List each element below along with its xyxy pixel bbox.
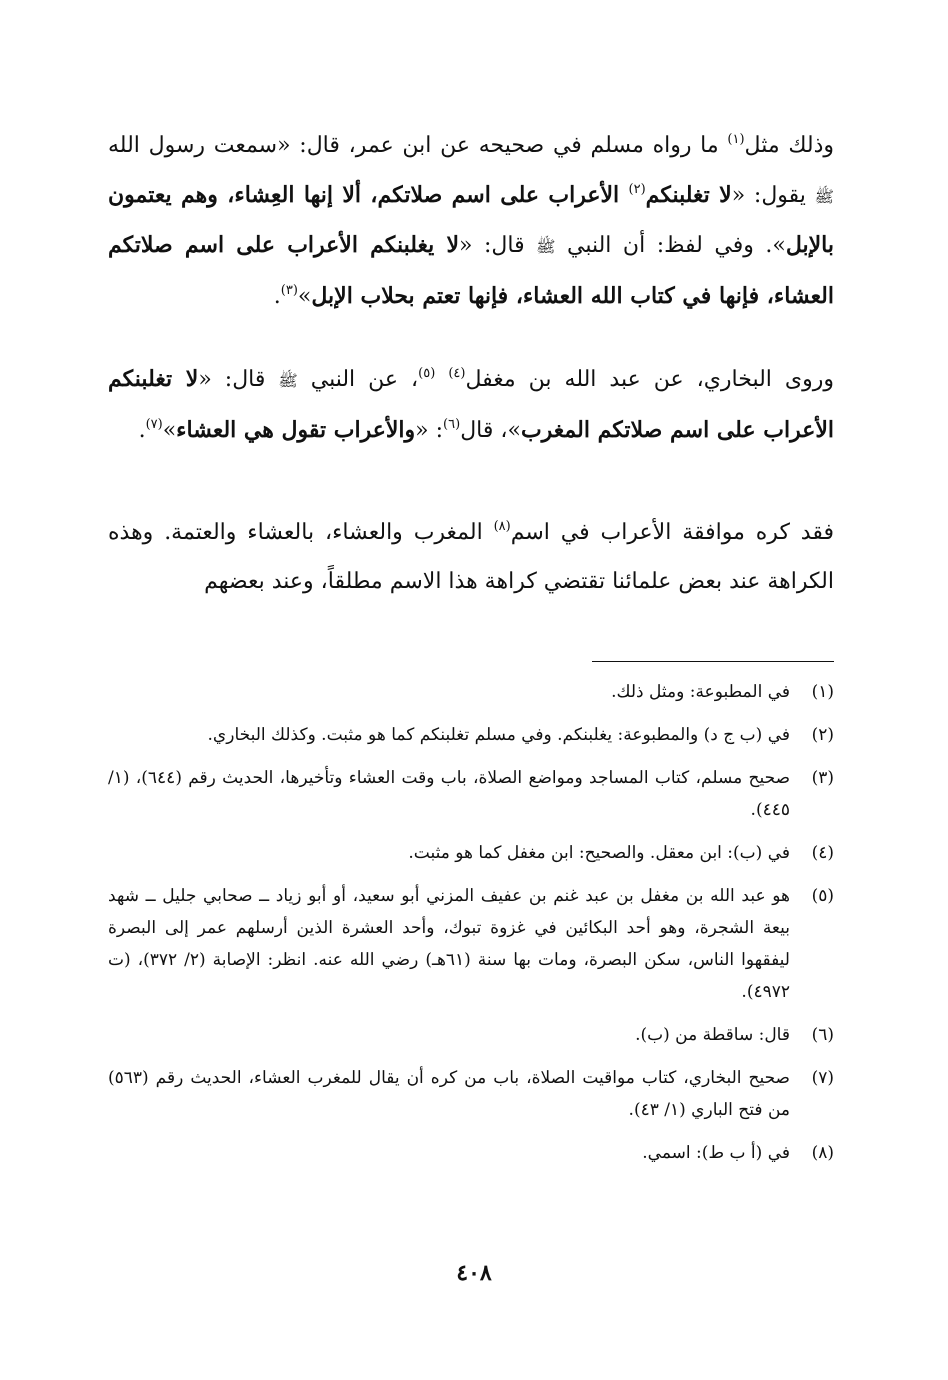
footnote (108, 762, 834, 826)
salawat-glyph: ﷺ (814, 186, 834, 206)
text-span: . (138, 417, 146, 443)
footnote (108, 837, 834, 869)
footnote-number: (١) (811, 682, 834, 702)
page-number: ٤٠٨ (456, 1260, 492, 1286)
hadith-text: لا تغلبنكم الأعراب على اسم صلاتكم المغرب (108, 366, 834, 443)
footnote-divider (592, 661, 834, 662)
paragraph-3 (108, 509, 834, 606)
text-span: ». وفي لفظ: أن النبي (555, 233, 786, 258)
text-span: يقول: « (731, 182, 815, 208)
text-span: ، عن النبي (297, 367, 419, 392)
footnote-marker-4[interactable]: (٤) (448, 366, 466, 381)
text-span: »، قال (460, 417, 521, 443)
footnote-number: (٨) (811, 1143, 834, 1163)
footnote-marker-1[interactable]: (١) (727, 132, 745, 147)
hadith-text: لا تغلبنكم (645, 181, 732, 208)
footnote-marker-3[interactable]: (٣) (280, 282, 298, 298)
footnote-text: صحيح البخاري، كتاب مواقيت الصلاة، باب من كره أن يقال للمغرب العشاء، الحديث رقم (٥٦٣) من فتح الباري (١/ ٤٣). (108, 1068, 790, 1120)
hadith-text: الأعراب على اسم صلاتكم، ألا إنها العِشاء، وهم يعتمون بالإبل (108, 181, 834, 258)
paragraph-2 (108, 355, 834, 455)
footnote-number: (٧) (811, 1068, 834, 1088)
footnote (108, 1062, 834, 1126)
footnote (108, 1137, 834, 1169)
text-span: المغرب والعشاء، بالعشاء والعتمة. وهذه الكراهة عند بعض علمائنا تقتضي كراهة هذا الاسم مطلقاً، وعند بعضهم (108, 520, 834, 594)
footnote (108, 880, 834, 1008)
footnote-text: قال: ساقطة من (ب). (635, 1025, 790, 1045)
text-span: » (162, 417, 177, 443)
footnote-marker-8[interactable]: (٨) (493, 519, 511, 534)
hadith-text: والأعراب تقول هي العشاء (176, 416, 416, 443)
footnote-number: (٦) (811, 1025, 834, 1045)
text-span: قال: « (459, 233, 537, 258)
footnote-marker-7[interactable]: (٧) (145, 416, 163, 432)
footnote-text: صحيح مسلم، كتاب المساجد ومواضع الصلاة، باب وقت العشاء وتأخيرها، الحديث رقم (٦٤٤)، (١/ ٤٤٥). (108, 768, 791, 820)
footnote-text: في (ب): ابن معقل. والصحيح: ابن مغفل كما هو مثبت. (408, 843, 790, 863)
paragraph-1 (108, 122, 834, 321)
footnote-marker-6[interactable]: (٦) (443, 416, 461, 432)
footnote (108, 1019, 834, 1051)
hadith-text: لا يغلبنكم الأعراب على اسم صلاتكم العشاء، فإنها في كتاب الله العشاء، فإنها تعتم بحلاب الإبل (108, 232, 834, 309)
footnote-marker-2[interactable]: (٢) (628, 181, 646, 197)
footnote-number: (٥) (811, 886, 834, 906)
salawat-glyph: ﷺ (536, 237, 556, 256)
text-span: وذلك مثل (744, 133, 834, 158)
footnote-text: في (ب ج د) والمطبوعة: يغلبنكم. وفي مسلم تغلبنكم كما هو مثبت. وكذلك البخاري. (207, 725, 790, 745)
footnote-number: (٤) (811, 843, 834, 863)
footnote-text: هو عبد الله بن مغفل بن عبد غنم بن عفيف المزني أبو سعيد، أو أبو زياد ــ صحابي جليل ــ شهد بيعة الشجرة، وهو أحد البكائين في غزوة تبوك، وأحد العشرة الذين أرسلهم عمر إلى البصرة ليفقهوا الناس، سكن البصرة، ومات بها سنة (٦١هـ) رضي الله عنه. انظر: الإصابة (٢/ ٣٧٢)، (ت ٤٩٧٢). (108, 886, 790, 1002)
footnote-number: (٣) (811, 768, 834, 788)
text-span: وروى البخاري، عن عبد الله بن مغفل (465, 367, 835, 392)
text-span: » (297, 283, 312, 309)
text-span: فقد كره موافقة الأعراب في اسم (510, 520, 834, 545)
footnote-number: (٢) (811, 725, 834, 745)
footnote-marker-5[interactable]: (٥) (418, 366, 436, 381)
salawat-glyph: ﷺ (278, 371, 298, 390)
footnote-text: في المطبوعة: ومثل ذلك. (611, 682, 790, 702)
text-span: قال: « (198, 367, 279, 392)
main-text (108, 122, 834, 606)
footnote-text: في (أ ب ط): اسمي. (642, 1143, 790, 1163)
text-span: . (273, 283, 281, 309)
text-span: ما رواه مسلم في صحيحه عن ابن عمر، قال: «سمعت رسول الله (108, 133, 728, 158)
footnote (108, 719, 834, 751)
text-span: : « (415, 417, 444, 443)
footnotes (108, 676, 834, 1180)
footnote (108, 676, 834, 708)
